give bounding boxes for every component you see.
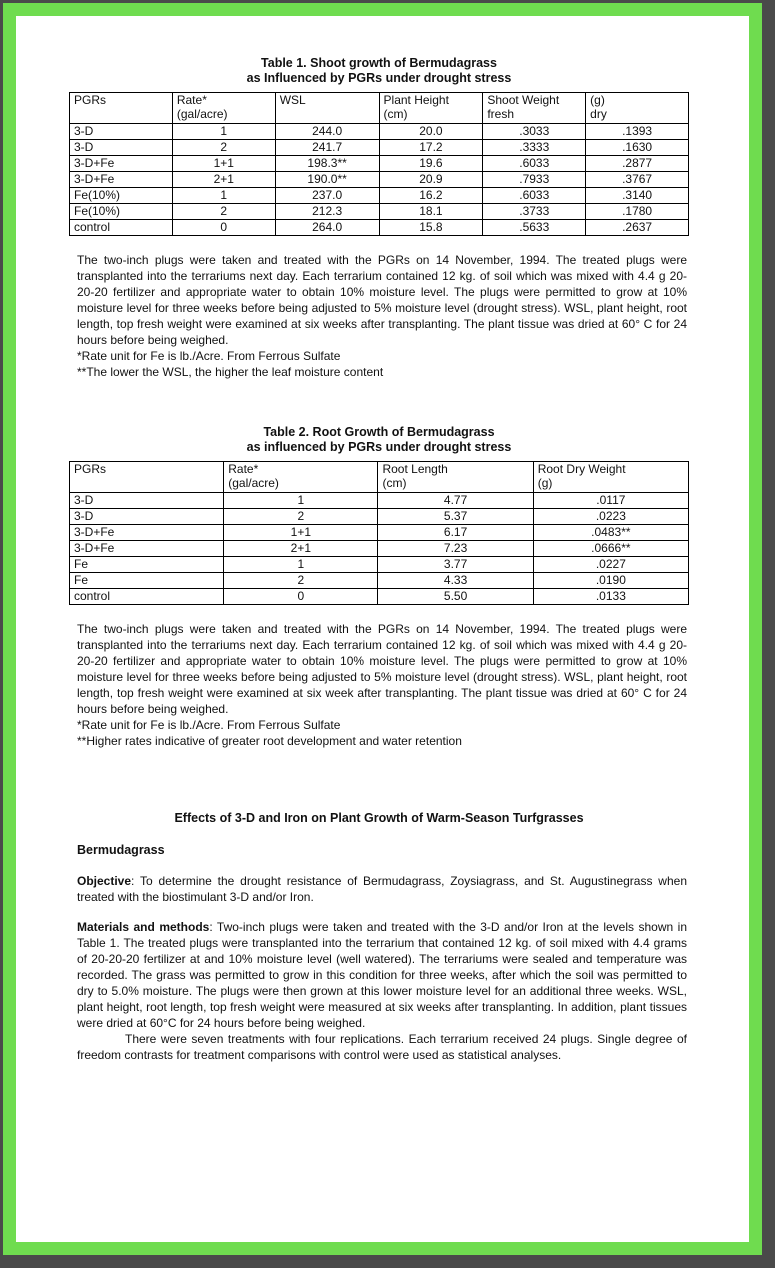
table1-header-shoot-weight: Shoot Weight fresh [483, 93, 586, 124]
table-row [70, 188, 689, 204]
methods-label: Materials and methods [77, 920, 210, 934]
table-cell: .1393 [586, 124, 689, 140]
section-heading: Effects of 3-D and Iron on Plant Growth of Warm-Season Turfgrasses [174, 811, 584, 825]
table-cell: 3-D [70, 509, 224, 525]
methods-text: : Two-inch plugs were taken and treated with the 3-D and/or Iron at the levels shown in Table 1. The treated plugs were transplanted into the terrarium that contained 12 kg. of soil mixed with 4.4 grams of 20-20-20 fertilizer at and 10% moisture level (well watered). The terrariums were sealed and temperature was recorded. The grass was permitted to grow in this condition for three weeks, after which the soil was permitted to dry to 5.0% moisture. The plugs were then grown at this lower moisture level for an additional three weeks. WSL, plant height, root length, top fresh weight were measured at six weeks after transplanting. In addition, plant tissues were dried at 60°C for 24 hours before being weighed. [77, 920, 688, 1030]
table-row [70, 573, 689, 589]
table-cell: .1780 [586, 204, 689, 220]
table-cell: .3767 [586, 172, 689, 188]
table-row [70, 156, 689, 172]
table-cell: 1 [172, 188, 275, 204]
table-cell: 20.0 [379, 124, 483, 140]
table-row [70, 220, 689, 236]
table-cell: 6.17 [378, 525, 533, 541]
table-cell: .0666** [533, 541, 688, 557]
table-cell: Fe(10%) [70, 188, 173, 204]
table2-header-root-dry-weight: Root Dry Weight (g) [533, 462, 688, 493]
table-cell: .3333 [483, 140, 586, 156]
table-cell: 15.8 [379, 220, 483, 236]
table-row [70, 509, 689, 525]
table-cell: 20.9 [379, 172, 483, 188]
table2-note-rate: *Rate unit for Fe is lb./Acre. From Ferrous Sulfate [77, 718, 341, 732]
table-cell: 0 [224, 589, 378, 605]
table-cell: 1 [224, 557, 378, 573]
table-cell: control [70, 589, 224, 605]
table-cell: 2 [224, 509, 378, 525]
document-page [16, 16, 749, 1242]
table1-shoot-growth [69, 92, 689, 236]
table1-header-plant-height: Plant Height (cm) [379, 93, 483, 124]
table-cell: 2 [172, 204, 275, 220]
table-cell: 2 [172, 140, 275, 156]
table-cell: 5.50 [378, 589, 533, 605]
table-cell: 190.0** [275, 172, 379, 188]
table-cell: 3-D+Fe [70, 541, 224, 557]
table2-title-line2: as influenced by PGRs under drought stress [246, 440, 512, 454]
table-cell: 1+1 [224, 525, 378, 541]
table-cell: .6033 [483, 188, 586, 204]
table-cell: .5633 [483, 220, 586, 236]
table1-header-dry: (g) dry [586, 93, 689, 124]
table-row [70, 541, 689, 557]
table-cell: 264.0 [275, 220, 379, 236]
objective-paragraph [77, 873, 687, 905]
table-cell: Fe [70, 573, 224, 589]
table-cell: .0117 [533, 493, 688, 509]
section-subheading: Bermudagrass [77, 843, 165, 857]
table-cell: Fe [70, 557, 224, 573]
table-cell: .3733 [483, 204, 586, 220]
table-cell: 1 [224, 493, 378, 509]
table-cell: .7933 [483, 172, 586, 188]
table-cell: control [70, 220, 173, 236]
table-cell: .0223 [533, 509, 688, 525]
objective-text: : To determine the drought resistance of Bermudagrass, Zoysiagrass, and St. Augustinegrass when treated with the biostimulant 3-D and/or Iron. [77, 874, 687, 904]
table1-title-line2: as Influenced by PGRs under drought stress [246, 71, 512, 85]
table-cell: .0227 [533, 557, 688, 573]
table1-description: The two-inch plugs were taken and treated with the PGRs on 14 November, 1994. The treated plugs were transplanted into the terrariums next day. Each terrarium contained 12 kg. of soil which was mixed with 4.4 g 20-20-20 fertilizer and appropriate water to obtain 10% moisture level. The plugs were permitted to grow at 10% moisture level for three weeks before being adjusted to 5% moisture level (drought stress). WSL, plant height, root length, top fresh weight were examined at six weeks after transplanting. The plant tissue was dried at 60° C for 24 hours before being weighed. [77, 253, 687, 347]
document-content [69, 56, 689, 1063]
table-cell: 212.3 [275, 204, 379, 220]
methods-paragraph [77, 919, 687, 1031]
table-row [70, 589, 689, 605]
table-cell: 3-D [70, 493, 224, 509]
table2-note-root: **Higher rates indicative of greater root development and water retention [77, 734, 462, 748]
table-cell: 244.0 [275, 124, 379, 140]
table-cell: 18.1 [379, 204, 483, 220]
table-cell: 1+1 [172, 156, 275, 172]
treatments-paragraph: There were seven treatments with four replications. Each terrarium received 24 plugs. Single degree of freedom contrasts for treatment comparisons with control were used as statistical analyses. [77, 1032, 687, 1062]
objective-label: Objective [77, 874, 132, 888]
table2-header-rate: Rate* (gal/acre) [224, 462, 378, 493]
table-cell: 5.37 [378, 509, 533, 525]
table2-header-row [70, 462, 689, 493]
table-cell: 4.33 [378, 573, 533, 589]
table-cell: 0 [172, 220, 275, 236]
table-cell: 3-D+Fe [70, 172, 173, 188]
table-cell: 16.2 [379, 188, 483, 204]
table-cell: .6033 [483, 156, 586, 172]
table1-header-wsl: WSL [275, 93, 379, 124]
table-cell: 2+1 [172, 172, 275, 188]
table2-header-root-length: Root Length (cm) [378, 462, 533, 493]
table-cell: .0483** [533, 525, 688, 541]
table-cell: 1 [172, 124, 275, 140]
table-row [70, 204, 689, 220]
table-cell: .2637 [586, 220, 689, 236]
table-cell: .3140 [586, 188, 689, 204]
table-cell: 7.23 [378, 541, 533, 557]
table-row [70, 493, 689, 509]
table-cell: 237.0 [275, 188, 379, 204]
table-cell: .1630 [586, 140, 689, 156]
table-row [70, 557, 689, 573]
table1-header-rate: Rate* (gal/acre) [172, 93, 275, 124]
table-cell: .2877 [586, 156, 689, 172]
table-cell: 4.77 [378, 493, 533, 509]
table-cell: 3-D+Fe [70, 525, 224, 541]
page-frame [3, 3, 762, 1255]
table-cell: 3-D [70, 140, 173, 156]
table1-header-pgrs: PGRs [70, 93, 173, 124]
table2-title-line1: Table 2. Root Growth of Bermudagrass [263, 425, 495, 439]
table2-header-pgrs: PGRs [70, 462, 224, 493]
table-cell: 3-D [70, 124, 173, 140]
table-cell: 2+1 [224, 541, 378, 557]
table-cell: 3.77 [378, 557, 533, 573]
table-cell: Fe(10%) [70, 204, 173, 220]
table-row [70, 525, 689, 541]
table-cell: .3033 [483, 124, 586, 140]
table-cell: 17.2 [379, 140, 483, 156]
table-cell: 19.6 [379, 156, 483, 172]
table-row [70, 172, 689, 188]
table2-root-growth [69, 461, 689, 605]
table-cell: 2 [224, 573, 378, 589]
table1-note-wsl: **The lower the WSL, the higher the leaf moisture content [77, 365, 384, 379]
table-row [70, 124, 689, 140]
table1-note-rate: *Rate unit for Fe is lb./Acre. From Ferrous Sulfate [77, 349, 341, 363]
table-cell: 198.3** [275, 156, 379, 172]
table2-description: The two-inch plugs were taken and treated with the PGRs on 14 November, 1994. The treated plugs were transplanted into the terrariums next day. Each terrarium contained 12 kg. of soil which was mixed with 4.4 g 20-20-20 fertilizer and appropriate water to obtain 10% moisture level. The plugs were permitted to grow at 10% moisture level for three weeks before being adjusted to 5% moisture level (drought stress). WSL, plant height, root length, top fresh weight were examined at six week after transplanting. The plant tissue was dried at 60° C for 24 hours before being weighed. [77, 622, 687, 716]
table1-header-row [70, 93, 689, 124]
table1-title-line1: Table 1. Shoot growth of Bermudagrass [261, 56, 497, 70]
table-cell: 3-D+Fe [70, 156, 173, 172]
table-cell: .0190 [533, 573, 688, 589]
table-cell: 241.7 [275, 140, 379, 156]
table-cell: .0133 [533, 589, 688, 605]
table-row [70, 140, 689, 156]
